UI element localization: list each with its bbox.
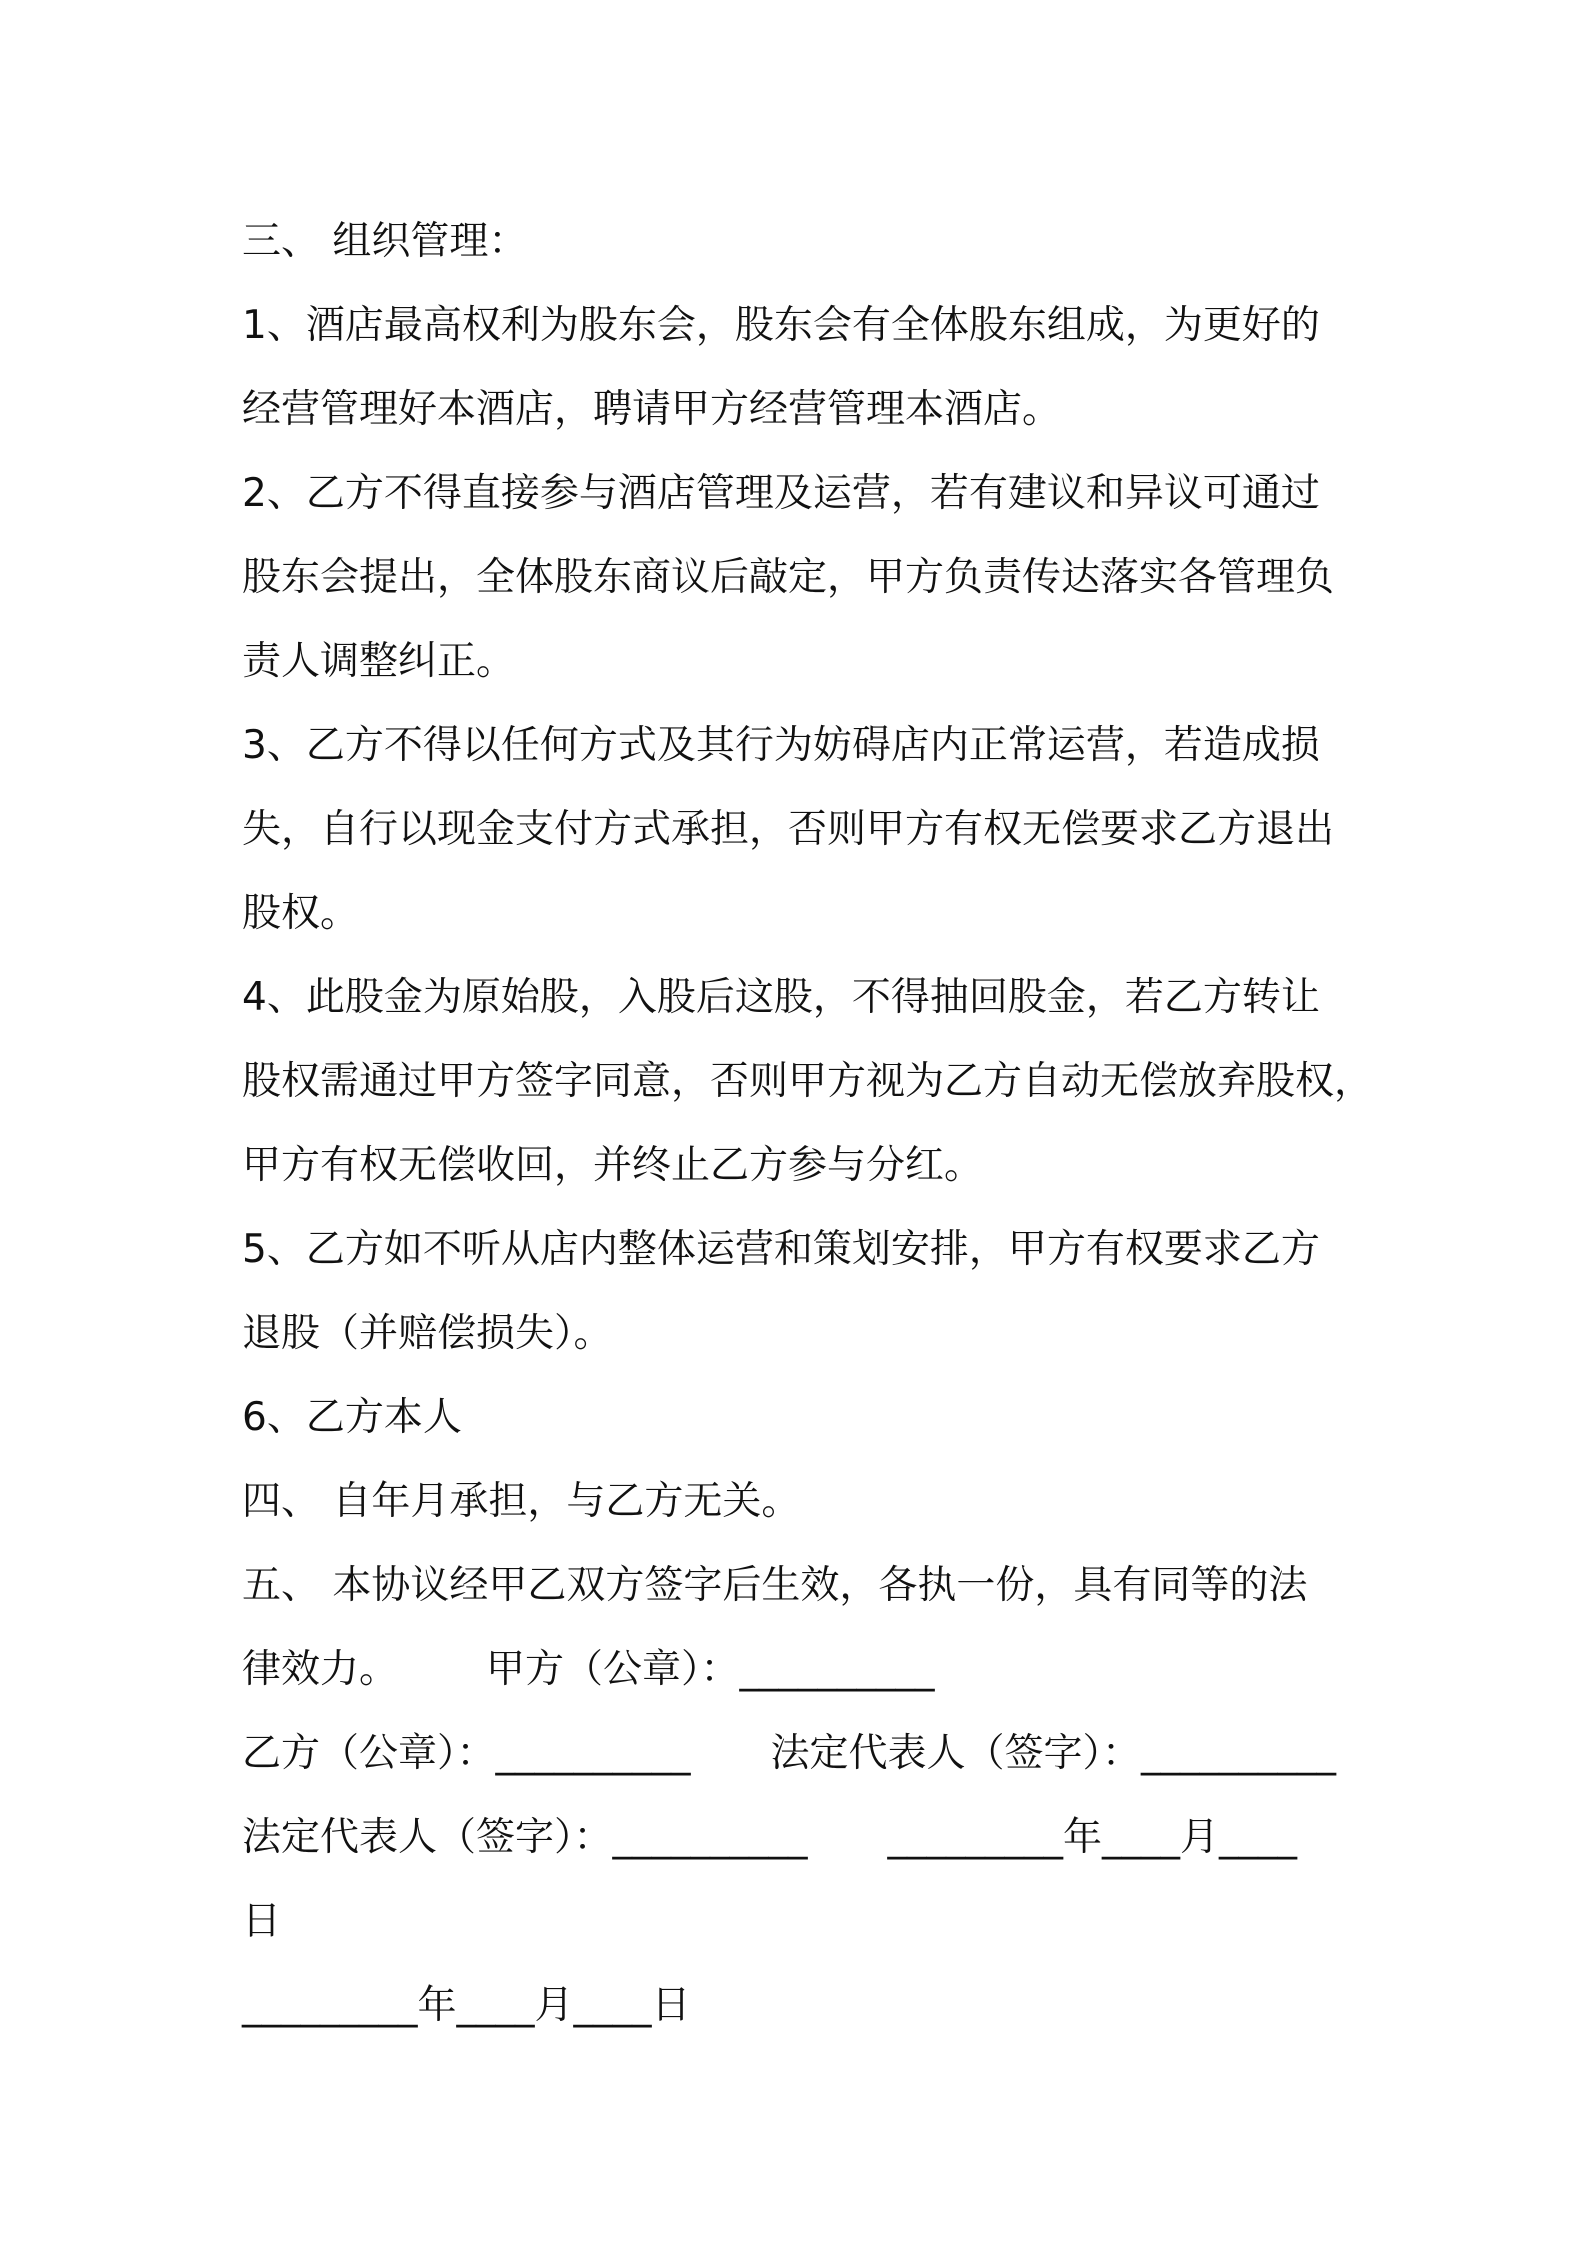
legal-rep-and-date-line: [242, 1796, 1372, 1880]
section-5-line-2: [242, 1628, 1372, 1712]
item-1-line-2: 经营管理好本酒店，聘请甲方经营管理本酒店。: [242, 387, 1062, 432]
item-5-line-1: 5、乙方如不听从店内整体运营和策划安排，甲方有权要求乙方: [242, 1227, 1320, 1272]
document-body: [242, 200, 1372, 2048]
item-1-line-1: 1、酒店最高权利为股东会，股东会有全体股东组成，为更好的: [242, 303, 1320, 348]
item-5-line-2: 退股（并赔偿损失）。: [242, 1311, 613, 1356]
item-2-line-2: 股东会提出，全体股东商议后敲定，甲方负责传达落实各管理负: [242, 555, 1335, 600]
section-5-line-1: 五、 本协议经甲乙双方签字后生效，各执一份，具有同等的法: [242, 1563, 1308, 1608]
section-5-effect-text: 律效力。: [242, 1647, 399, 1692]
party-b-and-legal-rep-line: [242, 1712, 1372, 1796]
legal-rep-sign-field-1: 法定代表人（签字）：__________: [770, 1731, 1337, 1776]
item-3-line-1: 3、乙方不得以任何方式及其行为妨碍店内正常运营，若造成损: [242, 723, 1320, 768]
item-2-line-3: 责人调整纠正。: [242, 639, 516, 684]
legal-rep-sign-field-2: 法定代表人（签字）：__________: [242, 1815, 808, 1860]
item-4-line-1: 4、此股金为原始股，入股后这股，不得抽回股金，若乙方转让: [242, 975, 1320, 1020]
item-4-line-2: 股权需通过甲方签字同意，否则甲方视为乙方自动无偿放弃股权，: [242, 1059, 1374, 1104]
item-3-line-3: 股权。: [242, 891, 360, 936]
section-3-title: 三、 组织管理：: [242, 219, 528, 264]
date-field-2: _________年____月____日: [242, 1983, 691, 2028]
item-2-line-1: 2、乙方不得直接参与酒店管理及运营，若有建议和异议可通过: [242, 471, 1320, 516]
party-a-seal-field: 甲方（公章）：__________: [486, 1647, 935, 1692]
item-6-line-1: 6、乙方本人: [242, 1395, 462, 1440]
party-b-seal-field: 乙方（公章）：__________: [242, 1731, 691, 1776]
date-field-1-day: 日: [242, 1899, 282, 1944]
item-3-line-2: 失，自行以现金支付方式承担，否则甲方有权无偿要求乙方退出: [242, 807, 1335, 852]
section-4: 四、 自年月承担，与乙方无关。: [242, 1479, 801, 1524]
item-4-line-3: 甲方有权无偿收回，并终止乙方参与分红。: [242, 1143, 984, 1188]
date-field-1: _________年____月____: [887, 1815, 1298, 1860]
